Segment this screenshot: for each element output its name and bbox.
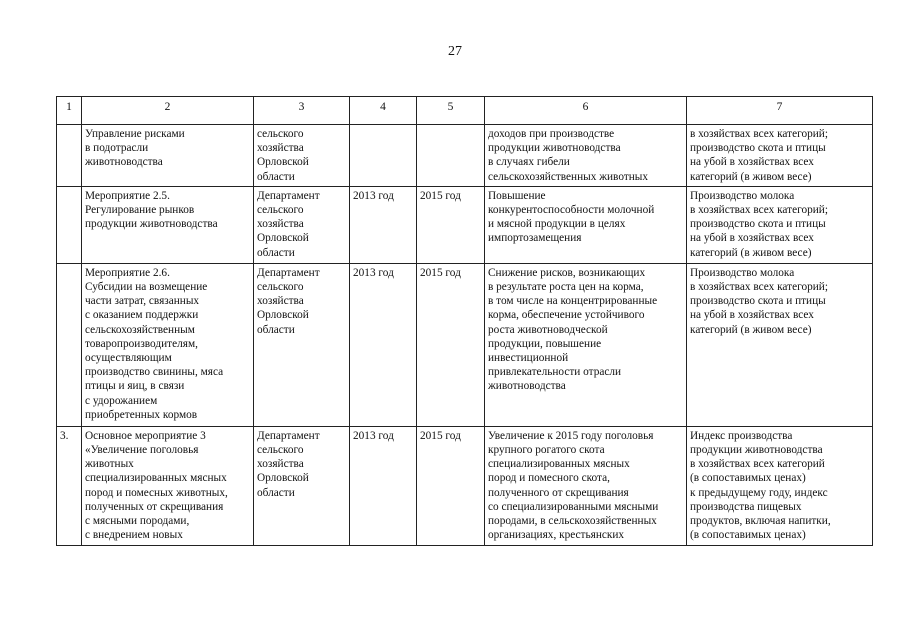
row-number-cell — [57, 186, 82, 263]
expected-result-cell: Увеличение к 2015 году поголовья крупного рогатого скота специализированных мясных пород и помесного скота, полученного от скрещивания со специализированными мясными породами, в сельскохозяйственных организациях, крестьянских — [485, 426, 687, 545]
row-number-cell — [57, 263, 82, 426]
header-col-5: 5 — [417, 97, 485, 125]
table-row — [57, 186, 873, 263]
header-col-1: 1 — [57, 97, 82, 125]
expected-result-cell: Повышение конкурентоспособности молочной и мясной продукции в целях импортозамещения — [485, 186, 687, 263]
activity-name-cell: Основное мероприятие 3 «Увеличение поголовья животных специализированных мясных пород и помесных животных, полученных от скрещивания с мясными породами, с внедрением новых — [82, 426, 254, 545]
header-col-4: 4 — [350, 97, 417, 125]
header-col-2: 2 — [82, 97, 254, 125]
activity-name-cell: Управление рисками в подотрасли животноводства — [82, 125, 254, 187]
expected-result-cell: доходов при производстве продукции животноводства в случаях гибели сельскохозяйственных животных — [485, 125, 687, 187]
executor-cell: Департамент сельского хозяйства Орловской области — [254, 263, 350, 426]
header-row — [57, 97, 873, 125]
header-col-6: 6 — [485, 97, 687, 125]
header-col-7: 7 — [687, 97, 873, 125]
indicator-cell: Индекс производства продукции животноводства в хозяйствах всех категорий (в сопоставимых ценах) к предыдущему году, индекс производства пищевых продуктов, включая напитки, (в сопоставимых ценах) — [687, 426, 873, 545]
activity-name-cell: Мероприятие 2.6. Субсидии на возмещение части затрат, связанных с оказанием поддержки сельскохозяйственным товаропроизводителям, осуществляющим производство свинины, мяса птицы и яиц, в связи с удорожанием приобретенных кормов — [82, 263, 254, 426]
table-row — [57, 426, 873, 545]
row-number-cell: 3. — [57, 426, 82, 545]
activity-name-cell: Мероприятие 2.5. Регулирование рынков продукции животноводства — [82, 186, 254, 263]
end-year-cell: 2015 год — [417, 426, 485, 545]
table-row — [57, 125, 873, 187]
table-row — [57, 263, 873, 426]
row-number-cell — [57, 125, 82, 187]
program-activities-table — [56, 96, 873, 546]
page-number: 27 — [448, 44, 462, 59]
start-year-cell: 2013 год — [350, 426, 417, 545]
executor-cell: сельского хозяйства Орловской области — [254, 125, 350, 187]
start-year-cell: 2013 год — [350, 263, 417, 426]
end-year-cell — [417, 125, 485, 187]
start-year-cell: 2013 год — [350, 186, 417, 263]
expected-result-cell: Снижение рисков, возникающих в результате роста цен на корма, в том числе на концентрированные корма, обеспечение устойчивого роста животноводческой продукции, повышение инвестиционной привлекательности отрасли животноводства — [485, 263, 687, 426]
end-year-cell: 2015 год — [417, 186, 485, 263]
indicator-cell: Производство молока в хозяйствах всех категорий; производство скота и птицы на убой в хозяйствах всех категорий (в живом весе) — [687, 263, 873, 426]
executor-cell: Департамент сельского хозяйства Орловской области — [254, 426, 350, 545]
indicator-cell: в хозяйствах всех категорий; производство скота и птицы на убой в хозяйствах всех категорий (в живом весе) — [687, 125, 873, 187]
end-year-cell: 2015 год — [417, 263, 485, 426]
header-col-3: 3 — [254, 97, 350, 125]
executor-cell: Департамент сельского хозяйства Орловской области — [254, 186, 350, 263]
start-year-cell — [350, 125, 417, 187]
indicator-cell: Производство молока в хозяйствах всех категорий; производство скота и птицы на убой в хозяйствах всех категорий (в живом весе) — [687, 186, 873, 263]
